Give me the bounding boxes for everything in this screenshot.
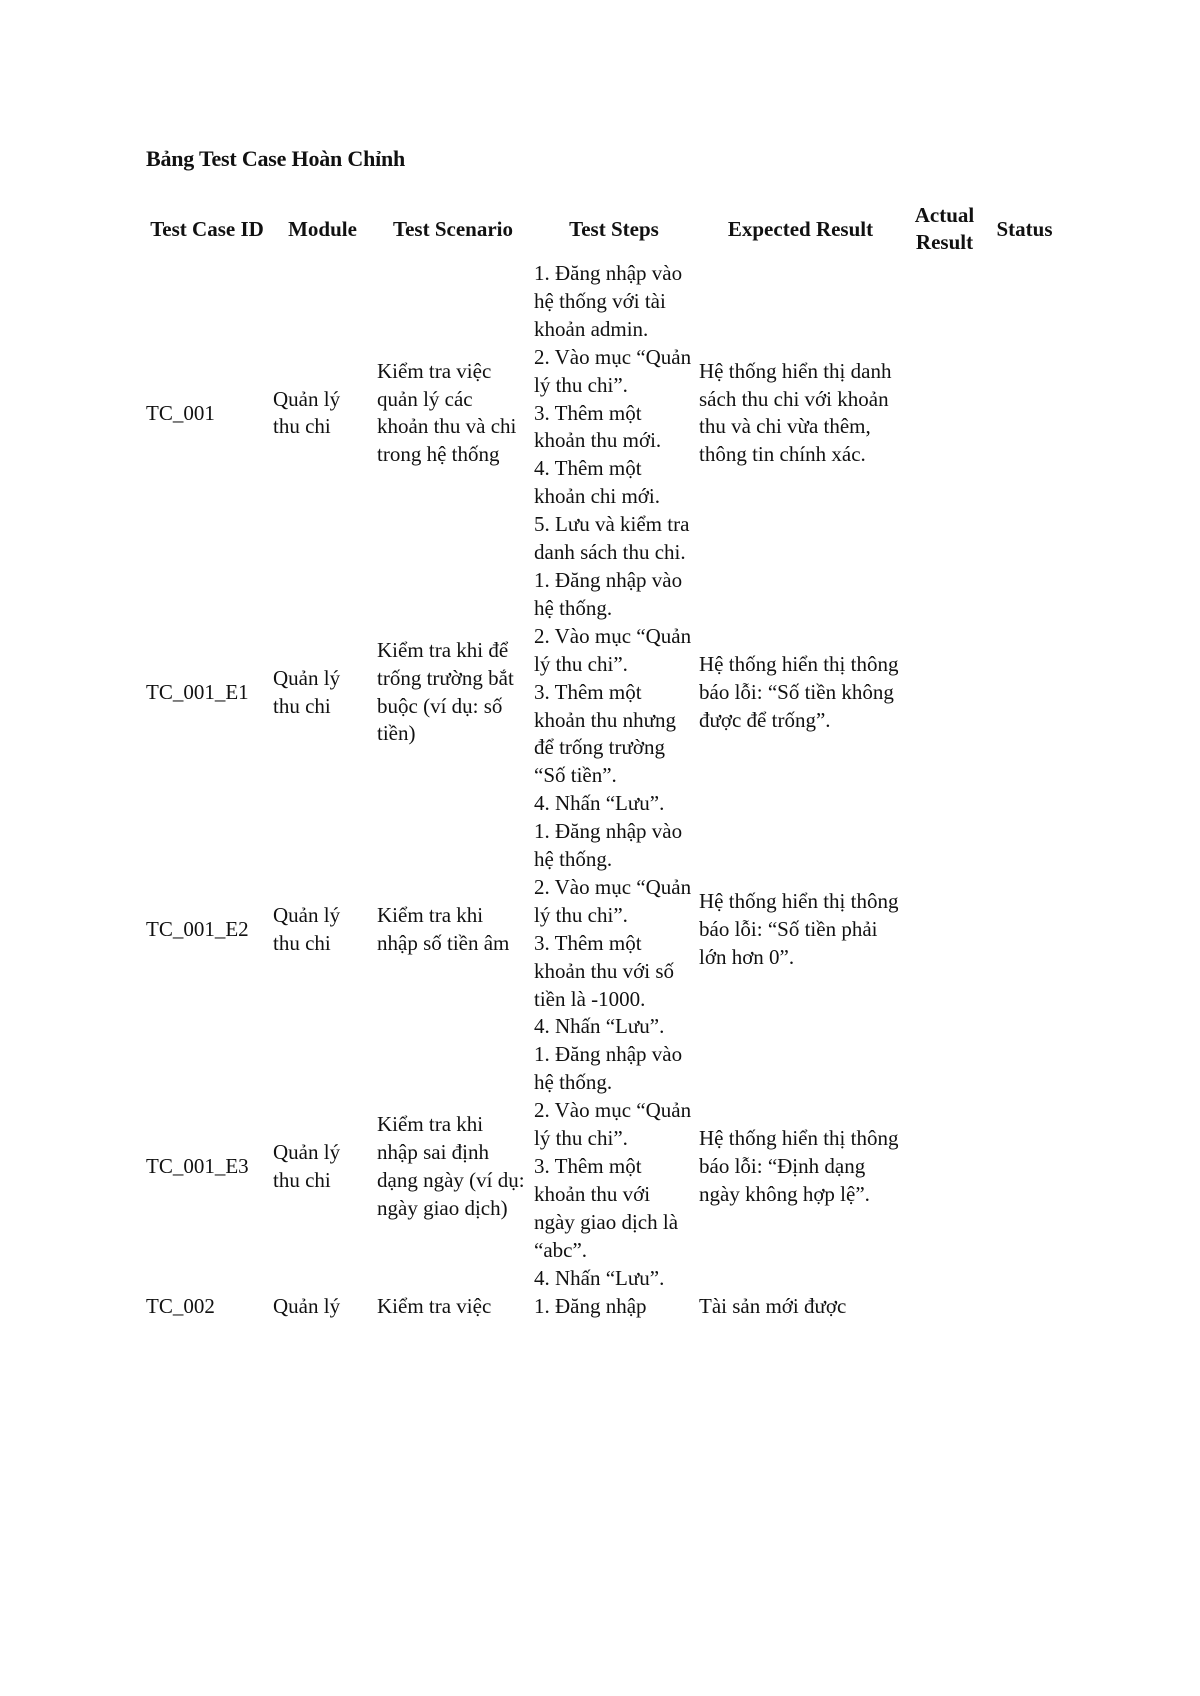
test-step: 4. Nhấn “Lưu”.: [534, 1265, 665, 1290]
cell-module: Quản lý: [273, 1293, 341, 1318]
cell-status: [982, 567, 1062, 818]
test-step: 2. Vào mục “Quản lý thu chi”.: [534, 344, 692, 397]
test-step: 1. Đăng nhập vào hệ thống.: [534, 819, 683, 872]
cell-test-case-id: TC_002: [146, 1293, 215, 1318]
cell-test-steps: [529, 1041, 694, 1292]
cell-test-scenario: Kiểm tra khi nhập số tiền âm: [377, 902, 510, 955]
header-test-scenario: Test Scenario: [393, 216, 513, 241]
cell-actual-result: [902, 818, 982, 1041]
table-row: [141, 1293, 1062, 1321]
test-step: 5. Lưu và kiểm tra danh sách thu chi.: [534, 512, 690, 565]
cell-test-steps: [529, 567, 694, 818]
table-row: [141, 818, 1062, 1041]
table-header-row: [141, 202, 1062, 260]
cell-actual-result: [902, 1293, 982, 1321]
cell-status: [982, 1293, 1062, 1321]
test-step: 1. Đăng nhập vào hệ thống.: [534, 567, 683, 620]
cell-expected-result: Hệ thống hiển thị danh sách thu chi với khoản thu và chi vừa thêm, thông tin chính xác.: [699, 358, 892, 467]
test-step: 1. Đăng nhập: [534, 1293, 647, 1318]
cell-test-steps: [529, 1293, 694, 1321]
test-step: 4. Nhấn “Lưu”.: [534, 1014, 665, 1039]
test-step: 2. Vào mục “Quản lý thu chi”.: [534, 623, 692, 676]
cell-status: [982, 260, 1062, 567]
test-case-table: [141, 202, 1062, 1320]
cell-test-case-id: TC_001_E1: [146, 679, 249, 704]
cell-module: Quản lý thu chi: [273, 1140, 341, 1192]
cell-actual-result: [902, 260, 982, 567]
test-step: 2. Vào mục “Quản lý thu chi”.: [534, 1098, 692, 1151]
cell-expected-result: Hệ thống hiển thị thông báo lỗi: “Số tiền phải lớn hơn 0”.: [699, 888, 899, 969]
table-row: [141, 1041, 1062, 1292]
test-step: 1. Đăng nhập vào hệ thống với tài khoản admin.: [534, 261, 683, 341]
table-row: [141, 567, 1062, 818]
test-step: 4. Nhấn “Lưu”.: [534, 791, 665, 816]
header-test-case-id: Test Case ID: [150, 216, 264, 241]
test-step: 1. Đăng nhập vào hệ thống.: [534, 1042, 683, 1095]
test-step: 3. Thêm một khoản thu với ngày giao dịch là “abc”.: [534, 1154, 679, 1262]
cell-module: Quản lý thu chi: [273, 665, 341, 718]
header-expected-result: Expected Result: [727, 216, 874, 241]
cell-test-case-id: TC_001: [146, 400, 215, 425]
test-step: 4. Thêm một khoản chi mới.: [534, 456, 660, 509]
cell-module: Quản lý thu chi: [273, 902, 341, 955]
cell-expected-result: Tài sản mới được: [699, 1293, 847, 1318]
cell-status: [982, 1041, 1062, 1292]
header-test-steps: Test Steps: [569, 216, 659, 241]
test-step: 3. Thêm một khoản thu mới.: [534, 400, 662, 453]
cell-module: Quản lý thu chi: [273, 386, 341, 439]
cell-test-scenario: Kiểm tra khi để trống trường bắt buộc (ví dụ: số tiền): [377, 637, 514, 746]
cell-test-scenario: Kiểm tra việc: [377, 1293, 492, 1318]
document-title: Bảng Test Case Hoàn Chỉnh: [146, 146, 406, 171]
header-module: Module: [288, 216, 357, 241]
test-step: 2. Vào mục “Quản lý thu chi”.: [534, 874, 692, 927]
test-step: 3. Thêm một khoản thu với số tiền là -1000.: [534, 930, 675, 1011]
cell-actual-result: [902, 1041, 982, 1292]
cell-actual-result: [902, 567, 982, 818]
cell-test-case-id: TC_001_E2: [146, 916, 249, 941]
table-row: [141, 260, 1062, 567]
cell-test-steps: [529, 260, 694, 567]
header-status: Status: [996, 216, 1053, 241]
header-actual-result: Actual Result: [914, 203, 975, 254]
test-step: 3. Thêm một khoản thu nhưng để trống trường “Số tiền”.: [534, 679, 677, 788]
cell-test-scenario: Kiểm tra khi nhập sai định dạng ngày (ví dụ: ngày giao dịch): [377, 1112, 525, 1220]
cell-test-case-id: TC_001_E3: [146, 1154, 249, 1178]
cell-status: [982, 818, 1062, 1041]
cell-expected-result: Hệ thống hiển thị thông báo lỗi: “Số tiền không được để trống”.: [699, 651, 899, 732]
cell-test-scenario: Kiểm tra việc quản lý các khoản thu và chi trong hệ thống: [377, 358, 517, 467]
cell-expected-result: Hệ thống hiển thị thông báo lỗi: “Định dạng ngày không hợp lệ”.: [699, 1126, 899, 1206]
cell-test-steps: [529, 818, 694, 1041]
